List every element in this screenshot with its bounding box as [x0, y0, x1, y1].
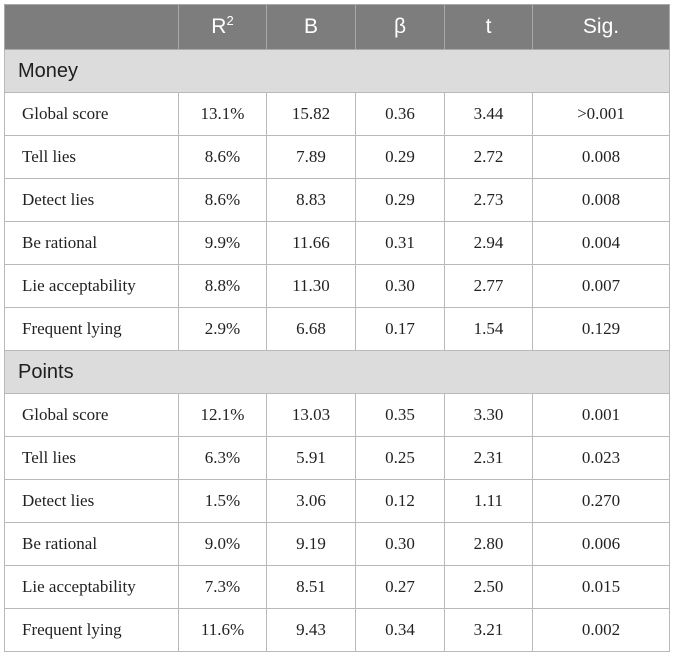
cell-beta: 0.27	[356, 566, 445, 609]
row-label: Global score	[5, 394, 179, 437]
header-cell-label	[5, 5, 179, 50]
table-row	[5, 523, 670, 566]
cell-r2: 11.6%	[179, 609, 267, 652]
cell-b: 11.66	[267, 222, 356, 265]
table-row	[5, 222, 670, 265]
header-cell-beta: β	[356, 5, 445, 50]
cell-t: 3.30	[445, 394, 533, 437]
cell-r2: 1.5%	[179, 480, 267, 523]
cell-sig: 0.015	[533, 566, 670, 609]
cell-r2: 8.6%	[179, 179, 267, 222]
cell-beta: 0.36	[356, 93, 445, 136]
cell-sig: 0.129	[533, 308, 670, 351]
cell-t: 2.80	[445, 523, 533, 566]
header-cell-t: t	[445, 5, 533, 50]
cell-r2: 7.3%	[179, 566, 267, 609]
table-row	[5, 265, 670, 308]
cell-sig: 0.006	[533, 523, 670, 566]
cell-r2: 13.1%	[179, 93, 267, 136]
cell-beta: 0.30	[356, 523, 445, 566]
cell-beta: 0.35	[356, 394, 445, 437]
row-label: Be rational	[5, 222, 179, 265]
cell-sig: 0.007	[533, 265, 670, 308]
table-row	[5, 93, 670, 136]
cell-t: 2.72	[445, 136, 533, 179]
table-row	[5, 437, 670, 480]
cell-beta: 0.34	[356, 609, 445, 652]
cell-b: 8.51	[267, 566, 356, 609]
cell-t: 2.77	[445, 265, 533, 308]
row-label: Tell lies	[5, 136, 179, 179]
cell-b: 6.68	[267, 308, 356, 351]
cell-beta: 0.12	[356, 480, 445, 523]
cell-r2: 12.1%	[179, 394, 267, 437]
row-label: Detect lies	[5, 179, 179, 222]
table-body	[5, 50, 670, 652]
cell-t: 2.73	[445, 179, 533, 222]
cell-b: 8.83	[267, 179, 356, 222]
header-r2-text: R	[211, 15, 227, 38]
cell-sig: 0.008	[533, 179, 670, 222]
regression-table	[4, 4, 670, 652]
cell-t: 2.50	[445, 566, 533, 609]
table-row	[5, 308, 670, 351]
section-title: Points	[5, 351, 670, 394]
section-title: Money	[5, 50, 670, 93]
cell-beta: 0.31	[356, 222, 445, 265]
cell-t: 3.44	[445, 93, 533, 136]
row-label: Be rational	[5, 523, 179, 566]
cell-b: 9.19	[267, 523, 356, 566]
cell-sig: 0.008	[533, 136, 670, 179]
cell-beta: 0.30	[356, 265, 445, 308]
row-label: Frequent lying	[5, 609, 179, 652]
row-label: Global score	[5, 93, 179, 136]
cell-sig: 0.023	[533, 437, 670, 480]
cell-b: 9.43	[267, 609, 356, 652]
header-r2-superscript: 2	[226, 13, 234, 28]
cell-t: 2.31	[445, 437, 533, 480]
cell-r2: 6.3%	[179, 437, 267, 480]
table-row	[5, 136, 670, 179]
cell-b: 13.03	[267, 394, 356, 437]
table-row	[5, 609, 670, 652]
cell-sig: 0.004	[533, 222, 670, 265]
cell-beta: 0.25	[356, 437, 445, 480]
cell-t: 1.54	[445, 308, 533, 351]
cell-b: 11.30	[267, 265, 356, 308]
cell-r2: 9.0%	[179, 523, 267, 566]
table-row	[5, 179, 670, 222]
section-row-money	[5, 50, 670, 93]
cell-t: 2.94	[445, 222, 533, 265]
cell-sig: >0.001	[533, 93, 670, 136]
cell-b: 15.82	[267, 93, 356, 136]
header-cell-b: B	[267, 5, 356, 50]
cell-b: 7.89	[267, 136, 356, 179]
row-label: Frequent lying	[5, 308, 179, 351]
section-row-points	[5, 351, 670, 394]
header-cell-sig: Sig.	[533, 5, 670, 50]
cell-t: 1.11	[445, 480, 533, 523]
cell-sig: 0.270	[533, 480, 670, 523]
cell-beta: 0.17	[356, 308, 445, 351]
row-label: Lie acceptability	[5, 566, 179, 609]
cell-r2: 8.8%	[179, 265, 267, 308]
header-row	[5, 5, 670, 50]
cell-sig: 0.002	[533, 609, 670, 652]
table-row	[5, 480, 670, 523]
cell-r2: 9.9%	[179, 222, 267, 265]
cell-b: 3.06	[267, 480, 356, 523]
row-label: Lie acceptability	[5, 265, 179, 308]
cell-r2: 8.6%	[179, 136, 267, 179]
row-label: Detect lies	[5, 480, 179, 523]
table-row	[5, 394, 670, 437]
cell-beta: 0.29	[356, 136, 445, 179]
cell-b: 5.91	[267, 437, 356, 480]
cell-sig: 0.001	[533, 394, 670, 437]
row-label: Tell lies	[5, 437, 179, 480]
cell-beta: 0.29	[356, 179, 445, 222]
cell-r2: 2.9%	[179, 308, 267, 351]
table-row	[5, 566, 670, 609]
header-cell-r2	[179, 5, 267, 50]
cell-t: 3.21	[445, 609, 533, 652]
